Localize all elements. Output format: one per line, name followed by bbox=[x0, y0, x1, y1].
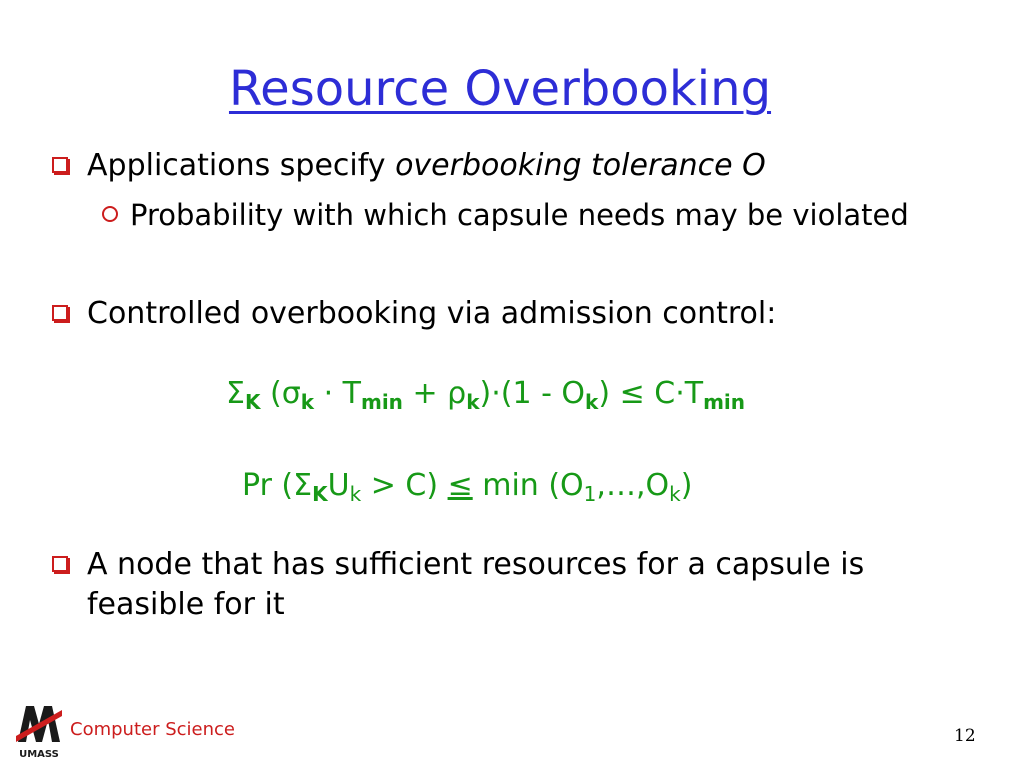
formula-sub: k bbox=[349, 482, 362, 506]
formula-sub: k bbox=[585, 390, 599, 414]
formula-le: ≤ bbox=[447, 468, 473, 503]
formula-part: )·(1 - O bbox=[479, 376, 586, 411]
square-bullet-icon bbox=[52, 305, 68, 321]
bullet-controlled-overbooking: Controlled overbooking via admission control: bbox=[87, 296, 777, 331]
probability-formula bbox=[242, 466, 692, 506]
formula-sigma: Σ bbox=[226, 376, 245, 411]
slide-title: Resource Overbooking bbox=[228, 61, 772, 117]
formula-part: (σ bbox=[260, 376, 301, 411]
formula-sub: k bbox=[669, 482, 681, 506]
formula-sub: k bbox=[466, 390, 480, 414]
admission-formula bbox=[226, 374, 745, 414]
circle-bullet-icon bbox=[102, 206, 118, 222]
formula-part: > C) bbox=[361, 468, 448, 503]
bullet-applications-specify bbox=[87, 146, 766, 186]
formula-part: + ρ bbox=[402, 376, 467, 411]
bullet-node-feasible: A node that has sufficient resources for a capsule is feasible for it bbox=[87, 547, 865, 622]
formula-sub: 1 bbox=[583, 482, 597, 506]
square-bullet-icon bbox=[52, 157, 68, 173]
formula-sub: K bbox=[312, 482, 328, 506]
formula-part: U bbox=[327, 468, 350, 503]
footer-label: Computer Science bbox=[70, 719, 235, 740]
formula-sub: k bbox=[300, 390, 315, 414]
svg-text:UMASS: UMASS bbox=[19, 749, 59, 760]
formula-part: min (O bbox=[472, 468, 584, 503]
formula-sub: K bbox=[244, 390, 261, 414]
page-number: 12 bbox=[954, 726, 976, 746]
formula-sub: min bbox=[360, 390, 403, 414]
bullet-text-plain: Applications specify bbox=[87, 148, 396, 183]
formula-sub: min bbox=[703, 390, 746, 414]
formula-part: ) bbox=[680, 468, 693, 503]
bullet-text-italic: overbooking tolerance O bbox=[395, 148, 766, 183]
formula-part: ,…,O bbox=[596, 468, 670, 503]
umass-logo-icon bbox=[14, 702, 64, 760]
sub-bullet-probability: Probability with which capsule needs may be violated bbox=[130, 198, 909, 232]
square-bullet-icon bbox=[52, 556, 68, 572]
formula-part: Pr (Σ bbox=[242, 468, 313, 503]
formula-part: ) ≤ C·T bbox=[598, 376, 704, 411]
formula-part: · T bbox=[314, 376, 361, 411]
